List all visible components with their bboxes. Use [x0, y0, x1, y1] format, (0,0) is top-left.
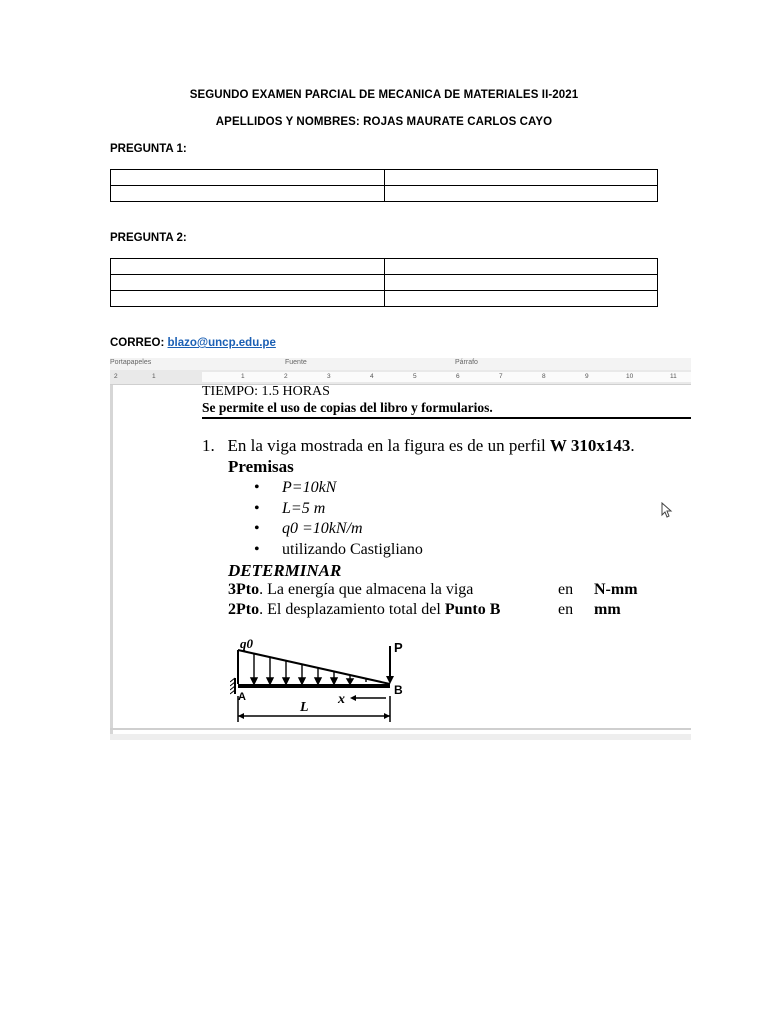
ruler-tick: 6: [456, 373, 460, 380]
table-cell: [111, 170, 385, 186]
correo-label: CORREO:: [110, 337, 165, 349]
table-row: [111, 186, 658, 202]
task-en: en: [558, 581, 574, 598]
word-ribbon: [110, 358, 691, 370]
support-label: A: [238, 691, 246, 703]
ruler-tick: 1: [152, 373, 156, 380]
premisas-heading: Premisas: [228, 457, 294, 476]
table-cell: [111, 186, 385, 202]
task-en: en: [558, 601, 574, 618]
task-text: . El desplazamiento total del: [259, 601, 445, 618]
ruler-tick: 1: [241, 373, 245, 380]
question-text: En la viga mostrada en la figura es de un perfil: [227, 436, 546, 455]
student-name: APELLIDOS Y NOMBRES: ROJAS MAURATE CARLOS CAYO: [215, 116, 553, 128]
ruler-tick: 7: [499, 373, 503, 380]
tiempo-text: TIEMPO: 1.5 HORAS: [202, 384, 330, 399]
permite-text: Se permite el uso de copias del libro y formularios.: [202, 400, 493, 415]
table-row: [111, 259, 658, 275]
embedded-screenshot: Portapapeles Fuente Párrafo 2 1 1 2 3 4 5 6 7 8 9 10 11 TIEMPO: 1.5 HORAS Se permite el uso de copias del libro y formularios. 1. En la viga mostrada en la figura es de un perfil W 310x143. Premisas • P=10kN • L=5 m • q0 =10kN/m • utilizando Castigliano DETERMINAR 3Pto. La energía que almacena la viga en N-mm 2Pto. El desplazamiento total del Punto B en mm P q0 A B x L: [110, 358, 691, 740]
exam-title: SEGUNDO EXAMEN PARCIAL DE MECANICA DE MATERIALES II-2021: [189, 89, 579, 101]
end-label: B: [394, 683, 403, 697]
ruler-tick: 2: [284, 373, 288, 380]
task-text: . La energía que almacena la viga: [259, 581, 474, 598]
bullet-text: P=10kN: [282, 479, 337, 496]
task-unit: N-mm: [594, 581, 638, 598]
dim-arrow-left: [238, 713, 244, 719]
beam-figure: [230, 636, 430, 726]
correo-line: [110, 337, 276, 349]
question-1: [202, 436, 635, 456]
ruler-tick: 5: [413, 373, 417, 380]
table-cell: [111, 259, 385, 275]
beam: [238, 684, 390, 688]
load-label: q0: [240, 636, 253, 651]
ruler-tick: 4: [370, 373, 374, 380]
pregunta-1-label: PREGUNTA 1:: [110, 143, 187, 155]
pregunta-2-table: [110, 258, 658, 307]
ribbon-group-font: Fuente: [285, 359, 307, 366]
length-label: L: [300, 700, 309, 715]
question-end: .: [630, 436, 635, 455]
task-2: [228, 601, 500, 619]
table-row: [111, 170, 658, 186]
table-cell: [384, 275, 658, 291]
dim-arrow-right: [384, 713, 390, 719]
ruler-tick: 9: [585, 373, 589, 380]
divider: [202, 417, 691, 419]
pregunta-1-table: [110, 169, 658, 202]
ruler-tick: 8: [542, 373, 546, 380]
table-row: [111, 275, 658, 291]
table-cell: [111, 291, 385, 307]
ribbon-group-clipboard: Portapapeles: [110, 359, 152, 366]
pregunta-2-label: PREGUNTA 2:: [110, 232, 187, 244]
email-link[interactable]: blazo@uncp.edu.pe: [167, 337, 276, 349]
bullet-text: utilizando Castigliano: [282, 541, 423, 558]
table-row: [111, 291, 658, 307]
question-number: 1.: [202, 436, 215, 455]
mouse-cursor-icon: [661, 502, 673, 518]
ruler-tick: 11: [670, 373, 677, 380]
task-unit: mm: [594, 601, 621, 618]
table-cell: [384, 186, 658, 202]
force-label: P: [394, 640, 403, 655]
load-slope: [238, 650, 390, 684]
task-1: [228, 581, 473, 599]
profile-name: W 310x143: [549, 436, 631, 455]
ribbon-group-paragraph: Párrafo: [455, 359, 478, 366]
task-points: 2Pto: [228, 601, 260, 618]
determinar-heading: DETERMINAR: [228, 561, 342, 580]
table-cell: [384, 291, 658, 307]
task-bold: Punto B: [444, 601, 501, 618]
ruler: [110, 370, 691, 385]
task-points: 3Pto: [228, 581, 260, 598]
ruler-tick: 2: [114, 373, 118, 380]
table-cell: [384, 259, 658, 275]
bullet-text: q0 =10kN/m: [282, 520, 363, 537]
x-label: x: [338, 692, 345, 707]
bullet-text: L=5 m: [282, 500, 326, 517]
x-arrow-head: [350, 695, 356, 701]
table-cell: [384, 170, 658, 186]
table-cell: [111, 275, 385, 291]
load-arrows: [251, 654, 366, 684]
ruler-tick: 3: [327, 373, 331, 380]
ruler-tick: 10: [626, 373, 634, 380]
